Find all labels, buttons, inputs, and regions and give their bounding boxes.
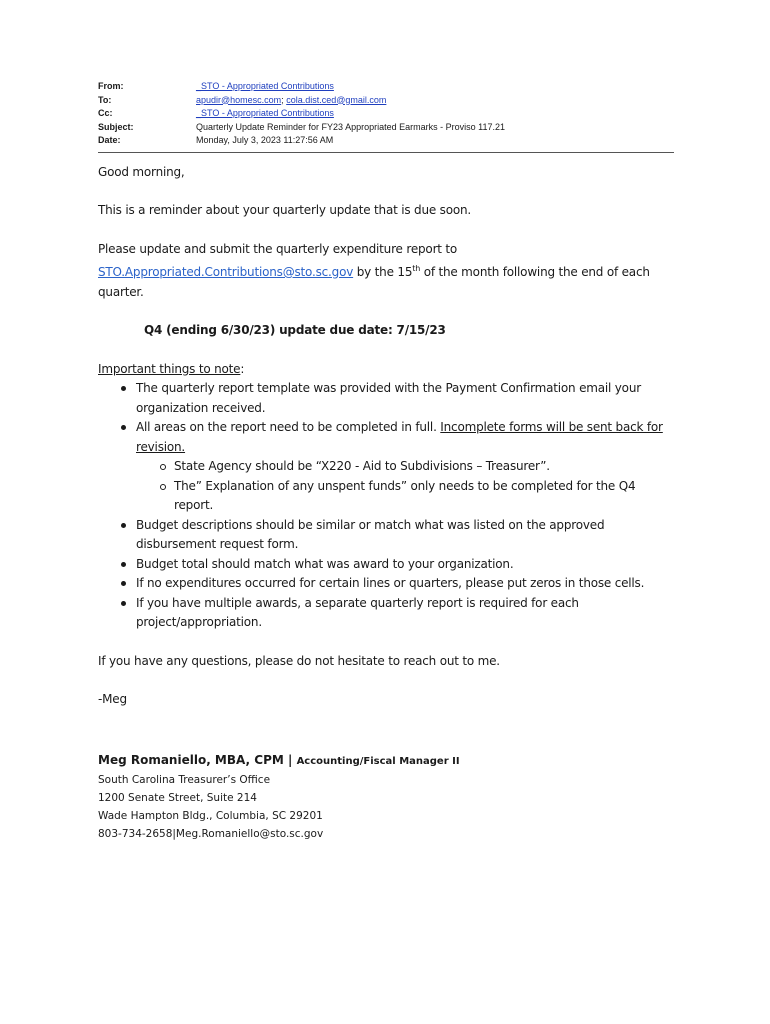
bullet-text-6: If you have multiple awards, a separate quarterly report is required for each project/appropriation.: [136, 595, 579, 629]
submit-line-3: quarter.: [98, 284, 144, 299]
reminder-text: This is a reminder about your quarterly update that is due soon.: [98, 203, 472, 217]
signature-city: Wade Hampton Bldg., Columbia, SC 29201: [98, 809, 323, 822]
subject-value: Quarterly Update Reminder for FY23 Appropriated Earmarks - Proviso 117.21: [196, 121, 505, 132]
to-separator: ;: [281, 94, 287, 105]
submit-mid: by the 15: [353, 265, 413, 279]
submit-paragraph: [98, 240, 674, 303]
signoff: -Meg: [98, 692, 127, 706]
notes-list: [98, 379, 674, 633]
email-page: [98, 80, 674, 843]
to-label: To:: [98, 94, 112, 105]
header-divider: [98, 152, 674, 153]
note-heading-line: [98, 360, 674, 380]
date-label: Date:: [98, 135, 121, 145]
signature-divider: |: [283, 752, 297, 767]
from-label: From:: [98, 81, 124, 91]
to-link-2[interactable]: cola.dist.ced@gmail.com: [286, 94, 387, 105]
bullet-text-5: If no expenditures occurred for certain lines or quarters, please put zeros in those cells.: [136, 576, 645, 590]
note-heading: Important things to note: [98, 361, 241, 376]
submit-line-1: Please update and submit the quarterly expenditure report to: [98, 241, 458, 256]
subject-label: Subject:: [98, 121, 134, 132]
list-item: [136, 379, 674, 418]
sub-list: [136, 457, 674, 516]
to-row: [98, 94, 674, 108]
signature-name-line: [98, 749, 674, 771]
sub-bullet-text-2: The” Explanation of any unspent funds” only needs to be completed for the Q4 report.: [174, 478, 636, 512]
signature-name: Meg Romaniello, MBA, CPM: [98, 752, 284, 767]
date-value: Monday, July 3, 2023 11:27:56 AM: [196, 135, 334, 145]
list-item: [136, 594, 674, 633]
cc-label: Cc:: [98, 108, 113, 118]
greeting: Good morning,: [98, 164, 185, 179]
bullet-text-1: The quarterly report template was provided with the Payment Confirmation email your organization received.: [136, 381, 641, 415]
signature-contact: 803-734-2658|Meg.Romaniello@sto.sc.gov: [98, 827, 324, 840]
bullet-text-3: Budget descriptions should be similar or match what was listed on the approved disbursement request form.: [136, 517, 605, 551]
list-item: [136, 418, 674, 516]
note-colon: :: [240, 361, 245, 376]
email-header: [98, 80, 674, 153]
sub-list-item: [174, 457, 674, 477]
signature-title: Accounting/Fiscal Manager II: [296, 755, 460, 767]
sub-list-item: [174, 477, 674, 516]
due-date-text: Q4 (ending 6/30/23) update due date: 7/15/23: [144, 323, 446, 337]
to-link-1[interactable]: apudir@homesc.com: [196, 94, 282, 105]
bullet-text-4: Budget total should match what was award to your organization.: [136, 556, 514, 571]
submit-superscript: th: [412, 264, 421, 273]
cc-row: [98, 107, 674, 121]
subject-row: [98, 121, 674, 135]
signature-office: South Carolina Treasurer’s Office: [98, 773, 271, 786]
sub-bullet-text-1: State Agency should be “X220 - Aid to Subdivisions – Treasurer”.: [174, 459, 550, 473]
bullet-text-2-underlined: Incomplete forms will be sent back for revision.: [136, 420, 663, 454]
from-link[interactable]: _STO - Appropriated Contributions: [196, 81, 334, 91]
submit-email-link[interactable]: STO.Appropriated.Contributions@sto.sc.gov: [98, 265, 354, 279]
list-item: [136, 516, 674, 555]
submit-end: of the month following the end of each: [420, 265, 650, 279]
list-item: [136, 574, 674, 594]
list-item: [136, 555, 674, 575]
closing-text: If you have any questions, please do not hesitate to reach out to me.: [98, 653, 500, 668]
from-row: [98, 80, 674, 94]
email-body: [98, 163, 674, 710]
cc-link[interactable]: _STO - Appropriated Contributions: [196, 108, 334, 118]
bullet-text-2: All areas on the report need to be completed in full.: [136, 420, 441, 434]
signature-block: [98, 749, 674, 843]
signature-street: 1200 Senate Street, Suite 214: [98, 791, 257, 804]
date-row: [98, 134, 674, 148]
